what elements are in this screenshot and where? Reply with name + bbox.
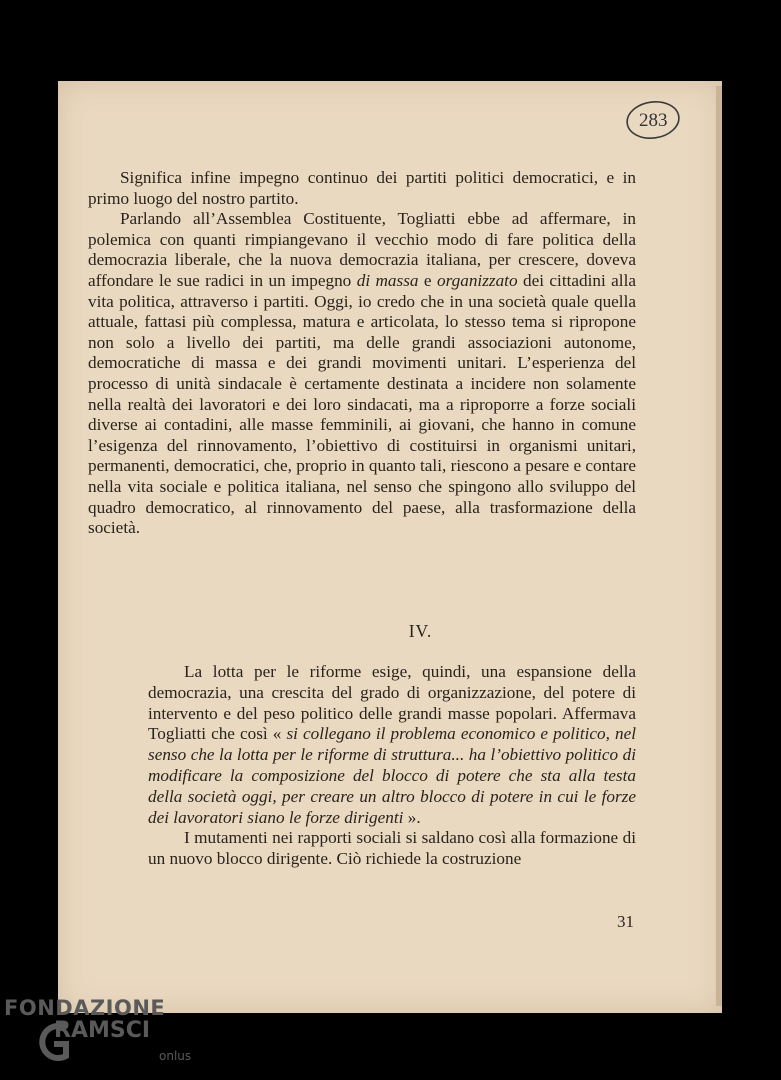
archive-stamp-number: 283 (639, 110, 668, 131)
paragraph-4: I mutamenti nei rapporti sociali si saldano così alla formazione di un nuovo blocco dirigente. Ciò richiede la costruzione (148, 828, 636, 869)
body-text-upper (88, 168, 636, 539)
watermark-line3: onlus (159, 1049, 192, 1063)
watermark-line2: RAMSCI (54, 1018, 151, 1043)
watermark-logo (4, 996, 194, 1080)
paragraph-3: La lotta per le riforme esige, quindi, una espansione della democrazia, una crescita del grado di organizzazione, del potere di intervento e del peso politico delle grandi masse popolari. Affermava Togliatti che così « si collegano il problema economico e politico, nel senso che la lotta per le riforme di struttura... ha l’obiettivo politico di modificare la composizione del blocco di potere che sta alla testa della società oggi, per creare un altro blocco di potere in cui le forze dei lavoratori siano le forze dirigenti ». (148, 662, 636, 827)
archive-stamp (625, 97, 683, 141)
paragraph-1: Significa infine impegno continuo dei partiti politici democratici, e in primo luogo del nostro partito. (88, 168, 636, 208)
page-edge (716, 86, 722, 1006)
section-heading: IV. (408, 621, 433, 641)
watermark-line1: FONDAZIONE (4, 996, 166, 1020)
page-number: 31 (617, 912, 634, 931)
paragraph-2: Parlando all’Assemblea Costituente, Togliatti ebbe ad affermare, in polemica con quanti rimpiangevano il vecchio modo di fare politica della democrazia liberale, che la nuova democrazia italiana, per crescere, doveva affondare le sue radici in un impegno di massa e organizzato dei cittadini alla vita politica, attraverso i partiti. Oggi, io credo che in una società quale quella attuale, fattasi più complessa, matura e articolata, lo stesso tema si ripropone non solo a livello dei partiti, ma delle grandi associazioni autonome, democratiche di massa e dei grandi movimenti unitari. L’esperienza del processo di unità sindacale è certamente destinata a incidere non solamente nella realtà dei lavoratori e dei loro sindacati, ma a riproporre a forze sociali diverse ai contadini, alle masse femminili, ai giovani, che hanno in comune l’esigenza del rinnovamento, l’obiettivo di costituirsi in organismi unitari, permanenti, democratici, che, proprio in quanto tali, riescono a pesare e contare nella vita sociale e politica italiana, nel senso che spingono allo sviluppo del quadro democratico, al rinnovamento del paese, alla trasformazione della società. (88, 209, 636, 538)
body-text-lower (148, 662, 636, 870)
